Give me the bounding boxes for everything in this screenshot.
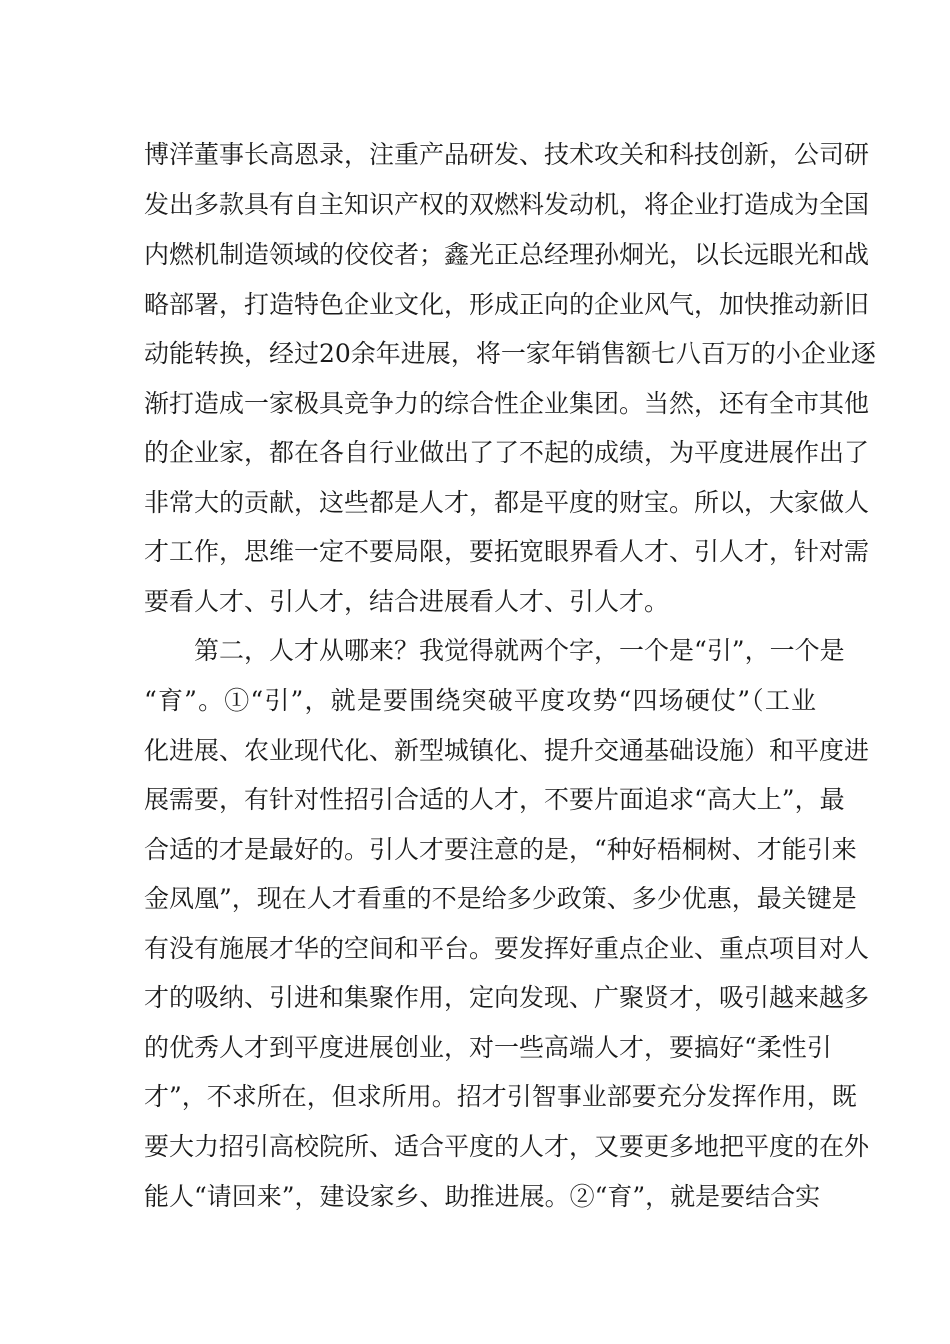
- paragraph-1-line-8: 非常大的贡献，这些都是人才，都是平度的财宝。所以，大家做人: [144, 488, 870, 517]
- paragraph-1-line-3: 内燃机制造领域的佼佼者；鑫光正总经理孙炯光，以长远眼光和战: [144, 240, 870, 269]
- paragraph-2-line-4: 展需要，有针对性招引合适的人才，不要片面追求“高大上”，最: [144, 785, 845, 814]
- paragraph-2-line-5: 合适的才是最好的。引人才要注意的是，“种好梧桐树、才能引来: [144, 835, 857, 864]
- paragraph-1-line-2: 发出多款具有自主知识产权的双燃料发动机，将企业打造成为全国: [144, 190, 870, 219]
- paragraph-2-line-10: 才”，不求所在，但求所用。招才引智事业部要充分发挥作用，既: [144, 1082, 857, 1111]
- paragraph-1-line-6: 渐打造成一家极具竞争力的综合性企业集团。当然，还有全市其他: [144, 389, 870, 418]
- paragraph-2-line-11: 要大力招引高校院所、适合平度的人才，又要更多地把平度的在外: [144, 1132, 870, 1161]
- paragraph-1-line-4: 略部署，打造特色企业文化，形成正向的企业风气，加快推动新旧: [144, 290, 870, 319]
- paragraph-2-line-7: 有没有施展才华的空间和平台。要发挥好重点企业、重点项目对人: [144, 934, 870, 963]
- paragraph-1-line-7: 的企业家，都在各自行业做出了了不起的成绩，为平度进展作出了: [144, 438, 870, 467]
- paragraph-1-line-5: 动能转换，经过20余年进展，将一家年销售额七八百万的小企业逐: [144, 339, 876, 368]
- paragraph-2-line-6: 金凤凰”，现在人才看重的不是给多少政策、多少优惠，最关键是: [144, 884, 857, 913]
- paragraph-2-line-3: 化进展、农业现代化、新型城镇化、提升交通基础设施）和平度进: [144, 736, 870, 765]
- paragraph-2-line-12: 能人“请回来”，建设家乡、助推进展。②“育”，就是要结合实: [144, 1182, 821, 1211]
- paragraph-2-line-8: 才的吸纳、引进和集聚作用，定向发现、广聚贤才，吸引越来越多: [144, 983, 870, 1012]
- paragraph-1-line-1: 博洋董事长高恩录，注重产品研发、技术攻关和科技创新，公司研: [144, 140, 870, 169]
- paragraph-1-line-10: 要看人才、引人才，结合进展看人才、引人才。: [144, 587, 670, 616]
- paragraph-2-line-1: 第二，人才从哪来？我觉得就两个字，一个是“引”，一个是: [194, 636, 845, 665]
- paragraph-2-line-9: 的优秀人才到平度进展创业，对一些高端人才，要搞好“柔性引: [144, 1033, 832, 1062]
- paragraph-1-line-9: 才工作，思维一定不要局限，要拓宽眼界看人才、引人才，针对需: [144, 537, 870, 566]
- paragraph-2-line-2: “育”。①“引”，就是要围绕突破平度攻势“四场硬仗”（工业: [144, 686, 816, 715]
